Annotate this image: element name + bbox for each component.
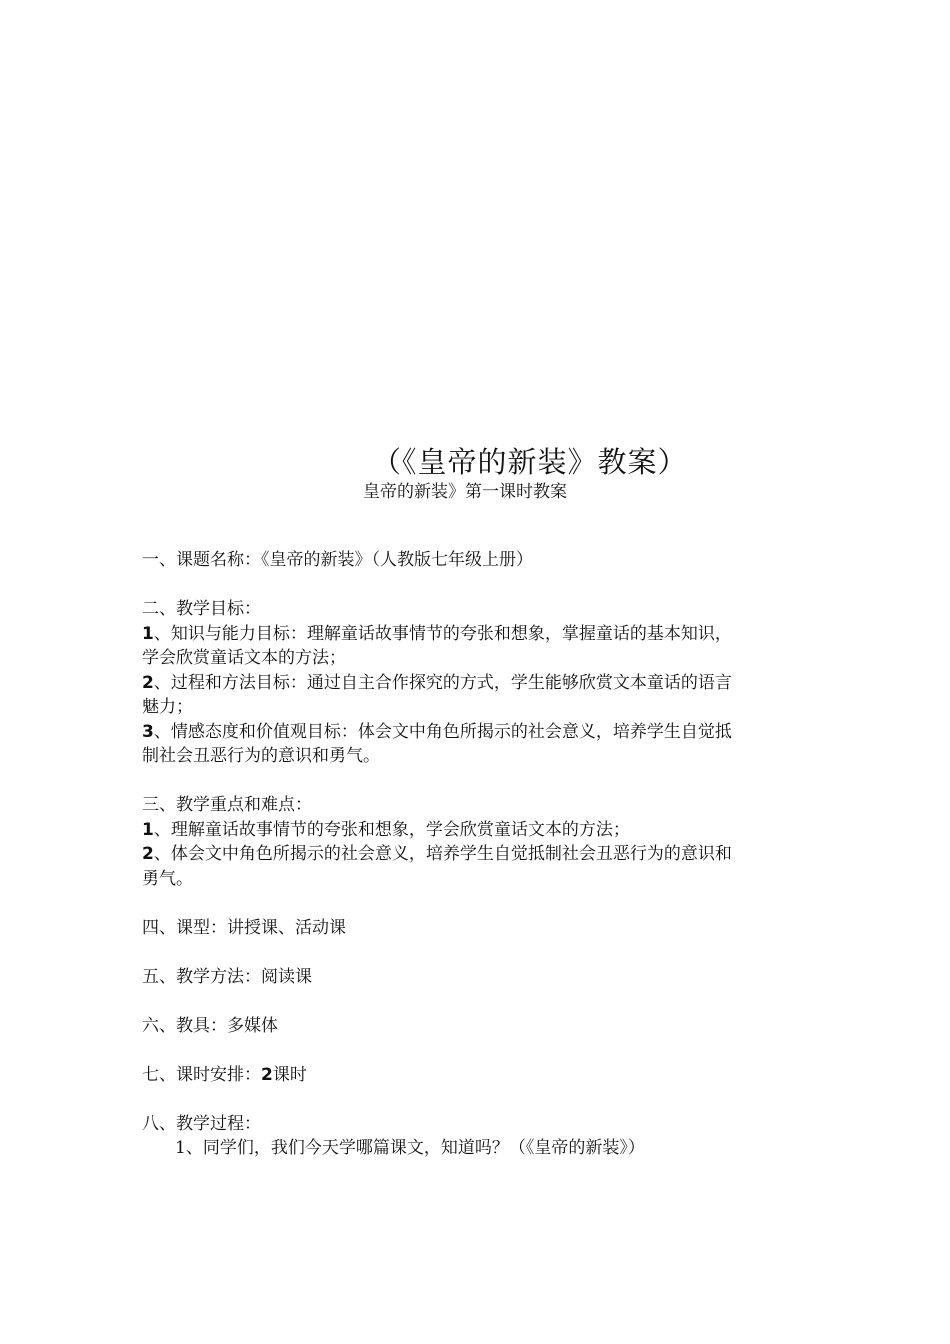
goal-item-2 xyxy=(142,671,814,696)
goal-item-3-number: 3 xyxy=(142,721,154,742)
goal-item-1-text: 、知识与能力目标：理解童话故事情节的夸张和想象，掌握童话的基本知识， xyxy=(153,623,732,644)
schedule-prefix: 七、课时安排： xyxy=(142,1064,261,1085)
page-title: （《皇帝的新装》教案） xyxy=(372,445,688,479)
tools-line: 六、教具：多媒体 xyxy=(142,1015,278,1036)
keypoint-item-1 xyxy=(142,818,814,843)
keypoint-item-2-number: 2 xyxy=(142,844,154,864)
goal-item-3 xyxy=(142,720,814,745)
section-keypoints xyxy=(142,793,814,891)
section-process xyxy=(142,1112,814,1161)
keypoints-heading: 三、教学重点和难点： xyxy=(142,795,312,815)
goal-item-1 xyxy=(142,622,814,647)
lesson-plan-body xyxy=(142,548,814,1185)
process-heading: 八、教学过程： xyxy=(142,1113,261,1134)
method-line: 五、教学方法：阅读课 xyxy=(142,966,312,987)
goal-item-1-number: 1 xyxy=(142,623,154,644)
keypoint-item-2-text: 、体会文中角色所揭示的社会意义，培养学生自觉抵制社会丑恶行为的意识和 xyxy=(153,844,732,864)
goal-item-3-continued: 制社会丑恶行为的意识和勇气。 xyxy=(142,746,380,766)
goal-item-1-continued: 学会欣赏童话文本的方法； xyxy=(142,648,346,668)
section-method xyxy=(142,965,814,990)
schedule-number: 2 xyxy=(261,1064,273,1085)
section-lesson-type xyxy=(142,916,814,941)
topic-line: 一、课题名称：《皇帝的新装》（人教版七年级上册） xyxy=(142,550,533,570)
section-topic xyxy=(142,548,814,573)
keypoint-item-2 xyxy=(142,842,814,867)
goal-item-2-continued: 魅力； xyxy=(142,697,193,717)
section-goals xyxy=(142,597,814,769)
goal-item-2-text: 、过程和方法目标：通过自主合作探究的方式，学生能够欣赏文本童话的语言 xyxy=(153,672,732,693)
section-tools xyxy=(142,1014,814,1039)
goals-heading: 二、教学目标： xyxy=(142,599,261,619)
goal-item-2-number: 2 xyxy=(142,672,154,693)
keypoint-item-1-number: 1 xyxy=(142,819,154,840)
lesson-type-line: 四、课型：讲授课、活动课 xyxy=(142,917,346,938)
schedule-suffix: 课时 xyxy=(272,1064,307,1085)
process-step-1: 1、同学们，我们今天学哪篇课文，知道吗？（《皇帝的新装》） xyxy=(175,1138,645,1158)
page-subtitle: 皇帝的新装》第一课时教案 xyxy=(363,482,567,502)
schedule-line xyxy=(142,1063,814,1088)
goal-item-3-text: 、情感态度和价值观目标：体会文中角色所揭示的社会意义，培养学生自觉抵 xyxy=(153,721,732,742)
keypoint-item-1-text: 、理解童话故事情节的夸张和想象，学会欣赏童话文本的方法； xyxy=(153,819,630,840)
section-schedule xyxy=(142,1063,814,1088)
keypoint-item-2-continued: 勇气。 xyxy=(142,868,193,889)
